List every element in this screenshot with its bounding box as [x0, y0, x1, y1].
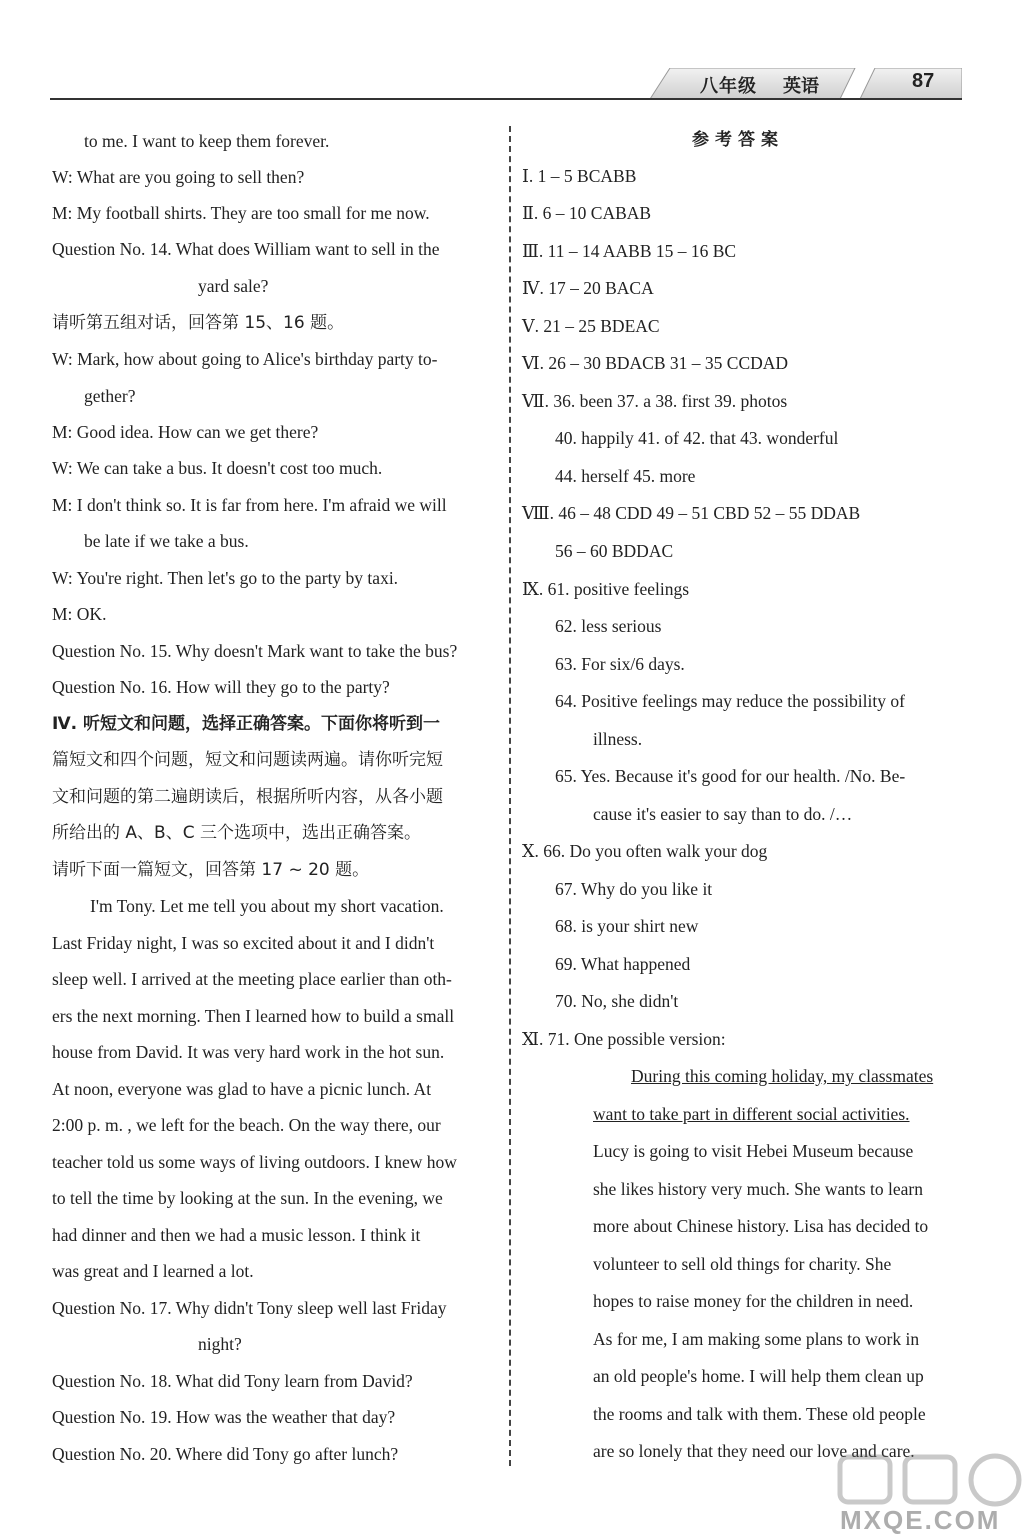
essay-line: she likes history very much. She wants to learn — [593, 1179, 924, 1199]
header-subject: 英语 — [783, 76, 819, 97]
instruction-line: 请听第五组对话，回答第 15、16 题。 — [52, 313, 345, 333]
answer-line: Ⅹ. 66. Do you often walk your dog — [522, 841, 768, 861]
essay-line: more about Chinese history. Lisa has decided to — [593, 1216, 929, 1236]
text-line: W: Mark, how about going to Alice's birthday party to- — [52, 349, 438, 369]
answer-line: illness. — [593, 729, 643, 749]
instruction-line: 所给出的 A、B、C 三个选项中，选出正确答案。 — [52, 823, 421, 843]
text-line: Question No. 19. How was the weather that day? — [52, 1407, 396, 1427]
page-number: 87 — [912, 70, 935, 92]
text-line: M: OK. — [52, 604, 107, 624]
instruction-line: 篇短文和四个问题，短文和问题读两遍。请你听完短 — [52, 750, 443, 770]
text-line: W: What are you going to sell then? — [52, 167, 305, 187]
section-heading: Ⅳ. 听短文和问题，选择正确答案。下面你将听到一 — [52, 714, 441, 734]
passage-line: 2:00 p. m. , we left for the beach. On the way there, our — [52, 1115, 441, 1135]
answer-line: Ⅳ. 17 – 20 BACA — [522, 278, 654, 298]
answer-line: Ⅸ. 61. positive feelings — [522, 579, 690, 599]
answer-line: 67. Why do you like it — [555, 879, 713, 899]
answer-line: 63. For six/6 days. — [555, 654, 685, 674]
answer-line: cause it's easier to say than to do. /… — [593, 804, 853, 824]
passage-line: to tell the time by looking at the sun. In the evening, we — [52, 1188, 443, 1208]
text-line: M: Good idea. How can we get there? — [52, 422, 319, 442]
text-line: Question No. 20. Where did Tony go after lunch? — [52, 1444, 399, 1464]
essay-line: volunteer to sell old things for charity. She — [593, 1254, 892, 1274]
answer-line: 56 – 60 BDDAC — [555, 541, 674, 561]
header-grade: 八年级 — [700, 76, 757, 97]
passage-line: had dinner and then we had a music lesson. I think it — [52, 1225, 421, 1245]
answer-line: 65. Yes. Because it's good for our health. /No. Be- — [555, 766, 906, 786]
answer-line: 64. Positive feelings may reduce the possibility of — [555, 691, 905, 711]
column-divider — [509, 126, 511, 1466]
answer-line: Ⅺ. 71. One possible version: — [522, 1029, 726, 1049]
instruction-line: 文和问题的第二遍朗读后，根据所听内容，从各小题 — [52, 787, 443, 807]
answer-line: Ⅷ. 46 – 48 CDD 49 – 51 CBD 52 – 55 DDAB — [522, 503, 861, 523]
essay-line: are so lonely that they need our love and care. — [593, 1441, 915, 1461]
answer-line: Ⅲ. 11 – 14 AABB 15 – 16 BC — [522, 241, 737, 261]
answer-line: Ⅵ. 26 – 30 BDACB 31 – 35 CCDAD — [522, 353, 789, 373]
answer-line: 69. What happened — [555, 954, 691, 974]
passage-line: ers the next morning. Then I learned how to build a small — [52, 1006, 455, 1026]
text-line: M: I don't think so. It is far from here. I'm afraid we will — [52, 495, 447, 515]
answer-line: 62. less serious — [555, 616, 662, 636]
answer-line: 40. happily 41. of 42. that 43. wonderful — [555, 428, 839, 448]
answer-line: Ⅱ. 6 – 10 CABAB — [522, 203, 652, 223]
text-line: W: You're right. Then let's go to the party by taxi. — [52, 568, 399, 588]
text-line: gether? — [84, 386, 136, 406]
essay-line: Lucy is going to visit Hebei Museum because — [593, 1141, 914, 1161]
text-line: night? — [198, 1334, 242, 1354]
text-line: M: My football shirts. They are too small for me now. — [52, 203, 430, 223]
watermark-text: MXQE.COM — [840, 1505, 1001, 1535]
text-line: Question No. 14. What does William want to sell in the — [52, 239, 440, 259]
passage-line: teacher told us some ways of living outdoors. I knew how — [52, 1152, 457, 1172]
essay-line-underlined: want to take part in different social activities. — [593, 1104, 910, 1124]
text-line: Question No. 17. Why didn't Tony sleep well last Friday — [52, 1298, 447, 1318]
text-line: yard sale? — [198, 276, 269, 296]
answer-line: Ⅴ. 21 – 25 BDEAC — [522, 316, 660, 336]
text-line: be late if we take a bus. — [84, 531, 249, 551]
text-line: Question No. 16. How will they go to the party? — [52, 677, 390, 697]
passage-line: was great and I learned a lot. — [52, 1261, 254, 1281]
passage-line: house from David. It was very hard work in the hot sun. — [52, 1042, 445, 1062]
passage-line: At noon, everyone was glad to have a picnic lunch. At — [52, 1079, 432, 1099]
essay-line: As for me, I am making some plans to work in — [593, 1329, 920, 1349]
answer-key-title: 参考答案 — [692, 130, 784, 150]
answer-line: 68. is your shirt new — [555, 916, 699, 936]
passage-line: sleep well. I arrived at the meeting place earlier than oth- — [52, 969, 452, 989]
answer-line: Ⅶ. 36. been 37. a 38. first 39. photos — [522, 391, 788, 411]
essay-line: hopes to raise money for the children in need. — [593, 1291, 914, 1311]
text-line: W: We can take a bus. It doesn't cost too much. — [52, 458, 383, 478]
answer-line: 44. herself 45. more — [555, 466, 696, 486]
passage-line: Last Friday night, I was so excited about it and I didn't — [52, 933, 435, 953]
answer-line: 70. No, she didn't — [555, 991, 679, 1011]
text-line: Question No. 18. What did Tony learn from David? — [52, 1371, 413, 1391]
instruction-line: 请听下面一篇短文，回答第 17 ~ 20 题。 — [52, 860, 370, 880]
text-line: to me. I want to keep them forever. — [84, 131, 330, 151]
essay-line: the rooms and talk with them. These old people — [593, 1404, 926, 1424]
passage-line: I'm Tony. Let me tell you about my short vacation. — [90, 896, 444, 916]
essay-line: an old people's home. I will help them clean up — [593, 1366, 924, 1386]
answer-line: Ⅰ. 1 – 5 BCABB — [522, 166, 637, 186]
essay-line-underlined: During this coming holiday, my classmates — [631, 1066, 934, 1086]
text-line: Question No. 15. Why doesn't Mark want to take the bus? — [52, 641, 458, 661]
header-rule — [50, 98, 962, 100]
